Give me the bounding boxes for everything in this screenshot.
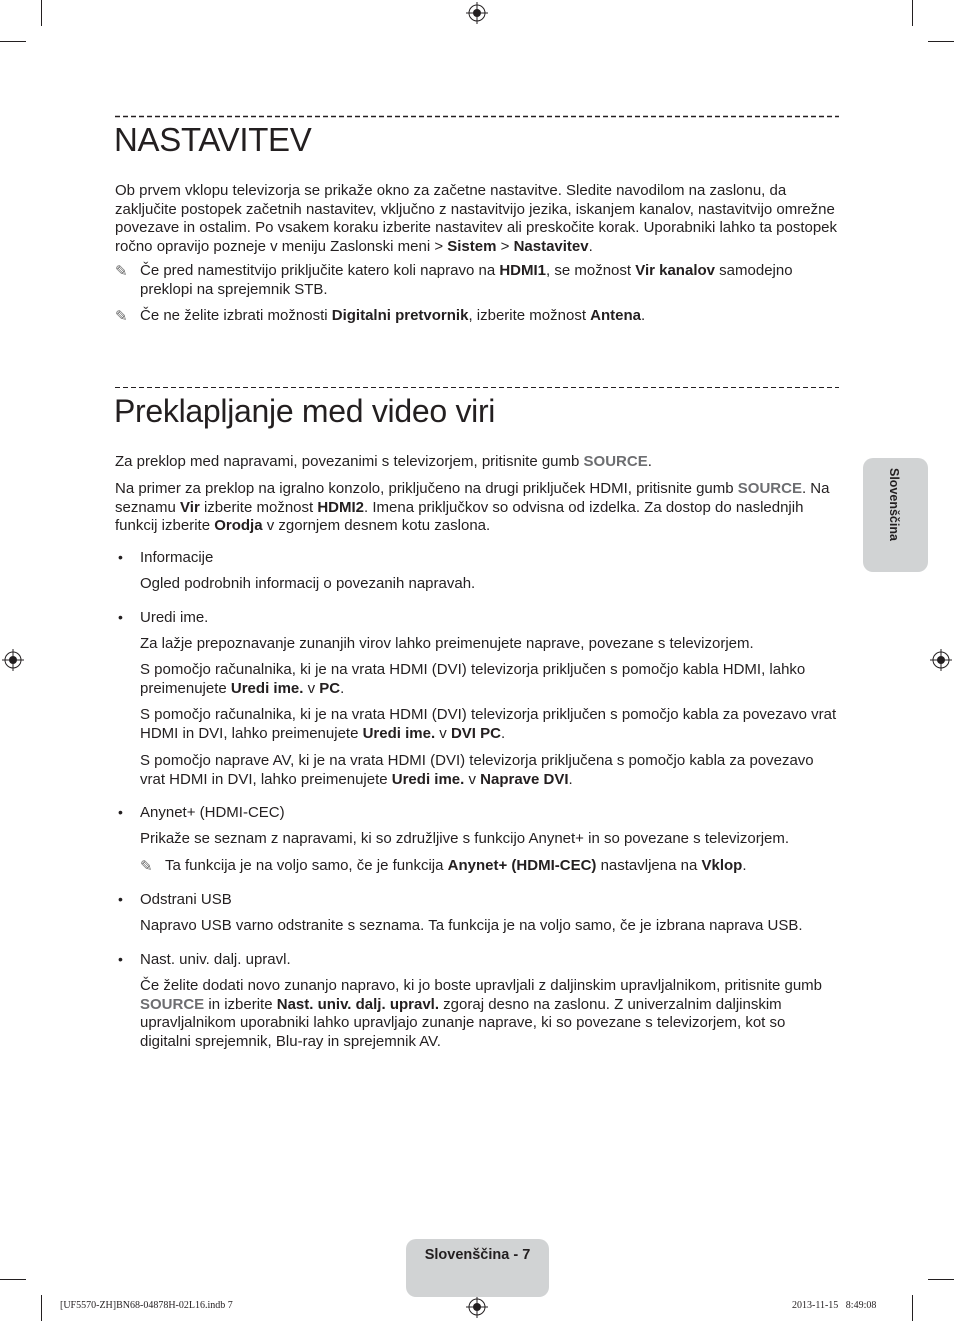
crop-mark [0, 1279, 26, 1280]
item-description: Ogled podrobnih informacij o povezanih napravah. [140, 575, 476, 592]
intro-paragraph: Ob prvem vklopu televizorja se prikaže okno za začetne nastavitve. Sledite navodilom na zaslonu, da zaključite postopek začetnih nastavitev, vključno z nastavitvijo jezika, iskanjem kanalov, nastavitvijo omrežne povezave in ostalim. Po vsakem koraku izberite nastavitev ali preskočite korak. Uporabniki lahko ta postopek ročno opravijo pozneje v meniju Zaslonski meni > Sistem > Nastavitev. [115, 182, 838, 255]
pencil-note-icon: ✎ [115, 308, 128, 325]
language-side-tab [863, 458, 928, 572]
bullet: • [118, 609, 123, 625]
item-description: S pomočjo naprave AV, ki je na vrata HDMI (DVI) televizorja priključena s pomočjo kabla za povezavo vrat HDMI in DVI, lahko preimenujete Uredi ime. v Naprave DVI. [140, 752, 814, 788]
bullet: • [118, 549, 123, 565]
crop-mark [912, 1295, 913, 1321]
item-description: Prikaže se seznam z napravami, ki so združljive s funkcijo Anynet+ in so povezane s televizorjem. [140, 830, 790, 847]
crop-mark [928, 41, 954, 42]
item-label: Odstrani USB [140, 891, 232, 908]
crop-mark [0, 41, 26, 42]
bullet: • [118, 804, 123, 820]
crop-mark [41, 1295, 42, 1321]
print-slug-right: 2013-11-15 8:49:08 [792, 1300, 877, 1311]
section-title: Preklapljanje med video viri [114, 393, 496, 429]
registration-mark-icon [466, 1296, 488, 1318]
bullet: • [118, 891, 123, 907]
item-label: Nast. univ. dalj. upravl. [140, 951, 291, 968]
note-text: Če pred namestitvijo priključite katero koli napravo na HDMI1, se možnost Vir kanalov samodejno preklopi na sprejemnik STB. [140, 262, 793, 298]
paragraph: Na primer za preklop na igralno konzolo, priključeno na drugi priključek HDMI, pritisnite gumb SOURCE. Na seznamu Vir izberite možnost HDMI2. Imena priključkov so odvisna od izdelka. Za dostop do naslednjih funkcij izberite Orodja v zgornjem desnem kotu zaslona. [115, 480, 830, 535]
bullet: • [118, 951, 123, 967]
section-divider [115, 386, 839, 389]
crop-mark [41, 0, 42, 26]
pencil-note-icon: ✎ [140, 858, 153, 875]
item-label: Informacije [140, 549, 214, 566]
registration-mark-icon [930, 649, 952, 671]
section-title: NASTAVITEV [114, 121, 312, 158]
language-tab-label: Slovenščina [887, 468, 901, 541]
pencil-note-icon: ✎ [115, 263, 128, 280]
print-slug-left: [UF5570-ZH]BN68-04878H-02L16.indb 7 [60, 1300, 233, 1311]
note-text: Če ne želite izbrati možnosti Digitalni pretvornik, izberite možnost Antena. [140, 307, 646, 324]
page-number-tab [406, 1239, 549, 1297]
registration-mark-icon [466, 2, 488, 24]
crop-mark [928, 1279, 954, 1280]
item-description: Napravo USB varno odstranite s seznama. Ta funkcija je na voljo samo, če je izbrana naprava USB. [140, 917, 803, 934]
section-divider [115, 115, 839, 118]
item-description: Za lažje prepoznavanje zunanjih virov lahko preimenujete naprave, povezane s televizorjem. [140, 635, 754, 652]
note-text: Ta funkcija je na voljo samo, če je funkcija Anynet+ (HDMI-CEC) nastavljena na Vklop. [165, 857, 747, 874]
page-number: Slovenščina - 7 [424, 1247, 531, 1263]
item-label: Anynet+ (HDMI-CEC) [140, 804, 285, 821]
registration-mark-icon [2, 649, 24, 671]
item-description: S pomočjo računalnika, ki je na vrata HDMI (DVI) televizorja priključen s pomočjo kabla za povezavo vrat HDMI in DVI, lahko preimenujete Uredi ime. v DVI PC. [140, 706, 837, 742]
item-description: S pomočjo računalnika, ki je na vrata HDMI (DVI) televizorja priključen s pomočjo kabla HDMI, lahko preimenujete Uredi ime. v PC. [140, 661, 806, 697]
crop-mark [912, 0, 913, 26]
paragraph: Za preklop med napravami, povezanimi s televizorjem, pritisnite gumb SOURCE. [115, 453, 652, 470]
item-description: Če želite dodati novo zunanjo napravo, ki jo boste upravljali z daljinskim upravljalnikom, pritisnite gumb SOURCE in izberite Nast. univ. dalj. upravl. zgoraj desno na zaslonu. Z univerzalnim daljinskim upravljalnikom uporabniki lahko upravljajo zunanje naprave, ki so povezane s televizorjem, kot so digitalni sprejemnik, Blu-ray in sprejemnik AV. [140, 977, 823, 1050]
item-label: Uredi ime. [140, 609, 209, 626]
